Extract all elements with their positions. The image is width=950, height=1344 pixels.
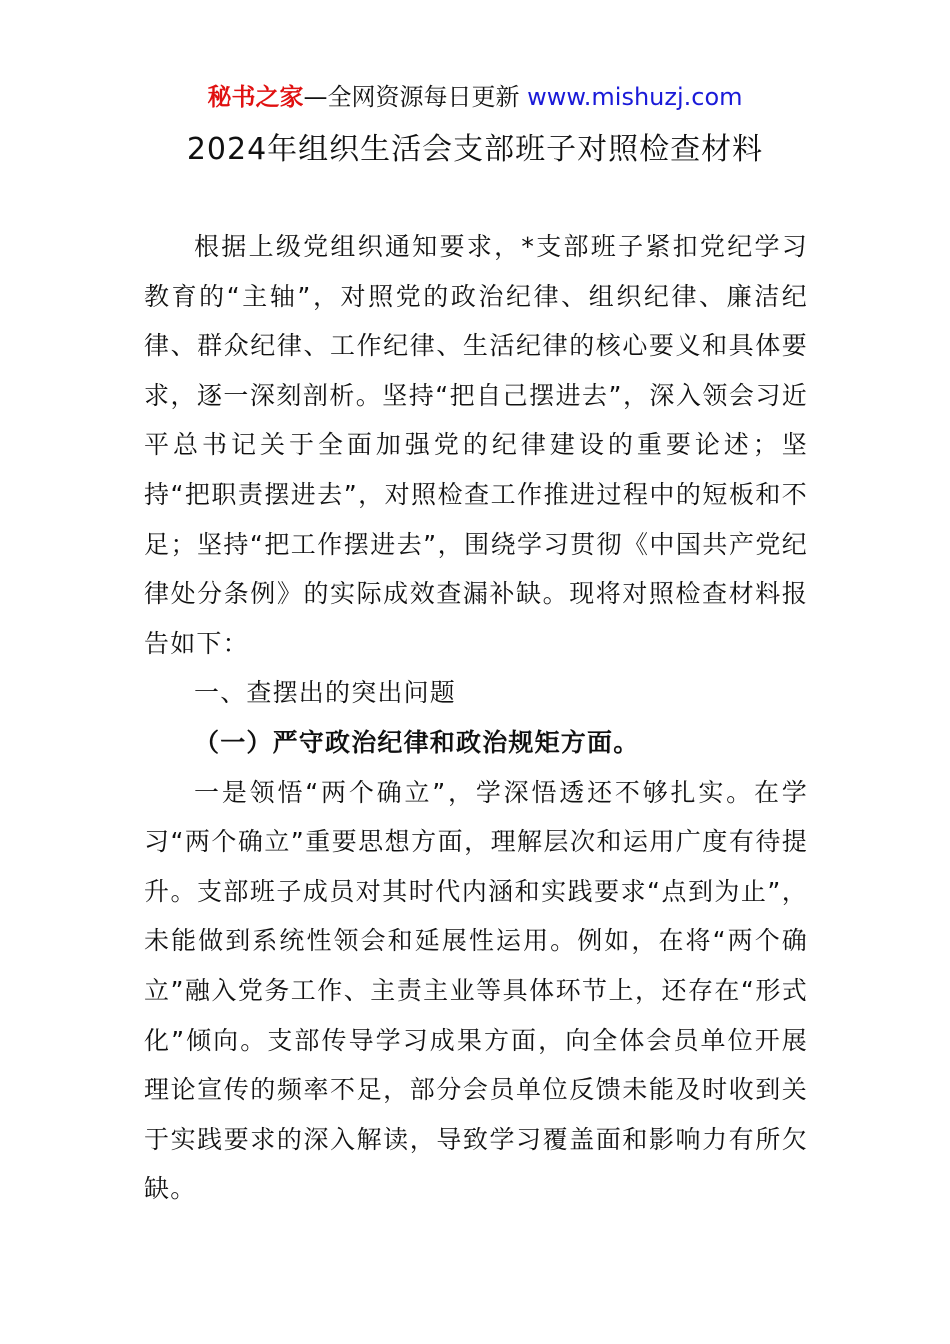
header-url[interactable]: www.mishuzj.com <box>527 83 743 111</box>
intro-paragraph: 根据上级党组织通知要求，*支部班子紧扣党纪学习教育的“主轴”，对照党的政治纪律、组织纪律、廉洁纪律、群众纪律、工作纪律、生活纪律的核心要义和具体要求，逐一深刻剖析。坚持“把自己摆进去”，深入领会习近平总书记关于全面加强党的纪律建设的重要论述；坚持“把职责摆进去”，对照检查工作推进过程中的短板和不足；坚持“把工作摆进去”，围绕学习贯彻《中国共产党纪律处分条例》的实际成效查漏补缺。现将对照检查材料报告如下： <box>144 232 808 658</box>
brand-name: 秘书之家 <box>207 83 304 111</box>
header-slogan: —全网资源每日更新 <box>303 83 528 111</box>
subsection-heading: （一）严守政治纪律和政治规矩方面。 <box>194 727 640 757</box>
section-heading: 一、查摆出的突出问题 <box>194 678 457 708</box>
watermark-header <box>0 80 950 114</box>
document-body <box>144 222 808 1214</box>
document-title: 2024年组织生活会支部班子对照检查材料 <box>186 132 764 167</box>
body-paragraph: 一是领悟“两个确立”，学深悟透还不够扎实。在学习“两个确立”重要思想方面，理解层次和运用广度有待提升。支部班子成员对其时代内涵和实践要求“点到为止”，未能做到系统性领会和延展性运用。例如，在将“两个确立”融入党务工作、主责主业等具体环节上，还存在“形式化”倾向。支部传导学习成果方面，向全体会员单位开展理论宣传的频率不足，部分会员单位反馈未能及时收到关于实践要求的深入解读，导致学习覆盖面和影响力有所欠缺。 <box>144 777 808 1204</box>
